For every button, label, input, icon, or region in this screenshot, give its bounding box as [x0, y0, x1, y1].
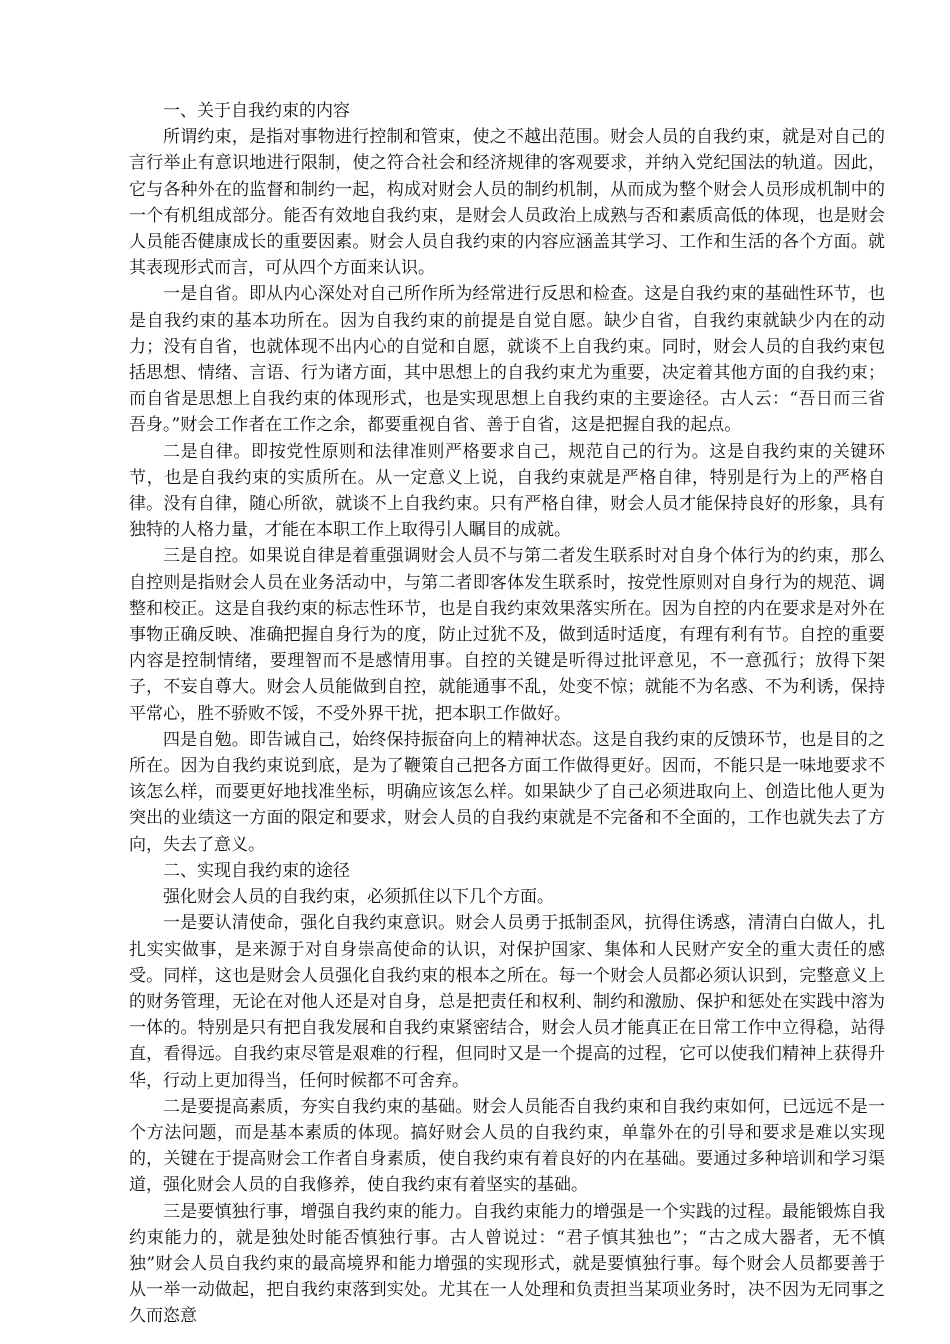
document-body	[129, 98, 885, 1330]
paragraph: 一是自省。即从内心深处对自己所作所为经常进行反思和检查。这是自我约束的基础性环节，也是自我约束的基本功所在。因为自我约束的前提是自觉自愿。缺少自省，自我约束就缺少内在的动力；没有自省，也就体现不出内心的自觉和自愿，就谈不上自我约束。同时，财会人员的自我约束包括思想、情绪、言语、行为诸方面，其中思想上的自我约束尤为重要，决定着其他方面的自我约束；而自省是思想上自我约束的体现形式，也是实现思想上自我约束的主要途径。古人云：“吾日而三省吾身。”财会工作者在工作之余，都要重视自省、善于自省，这是把握自我的起点。	[129, 284, 885, 436]
paragraph: 三是自控。如果说自律是着重强调财会人员不与第二者发生联系时对自身个体行为的约束，那么自控则是指财会人员在业务活动中，与第二者即客体发生联系时，按党性原则对自身行为的规范、调整和校正。这是自我约束的标志性环节，也是自我约束效果落实所在。因为自控的内在要求是对外在事物正确反映、准确把握自身行为的度，防止过犹不及，做到适时适度，有理有利有节。自控的重要内容是控制情绪，要理智而不是感情用事。自控的关键是听得过批评意见，不一意孤行；放得下架子，不妄自尊大。财会人员能做到自控，就能通事不乱，处变不惊；就能不为名惑、不为利诱，保持平常心，胜不骄败不馁，不受外界干扰，把本职工作做好。	[129, 546, 885, 724]
paragraph: 二是自律。即按党性原则和法律准则严格要求自己，规范自己的行为。这是自我约束的关键环节，也是自我约束的实质所在。从一定意义上说，自我约束就是严格自律，特别是行为上的严格自律。没有自律，随心所欲，就谈不上自我约束。只有严格自律，财会人员才能保持良好的形象，具有独特的人格力量，才能在本职工作上取得引人瞩目的成就。	[129, 441, 885, 541]
paragraph: 一是要认清使命，强化自我约束意识。财会人员勇于抵制歪风，抗得住诱惑，清清白白做人，扎扎实实做事，是来源于对自身崇高使命的认识，对保护国家、集体和人民财产安全的重大责任的感受。同样，这也是财会人员强化自我约束的根本之所在。每一个财会人员都必须认识到，完整意义上的财务管理，无论在对他人还是对自身，总是把责任和权利、制约和激励、保护和惩处在实践中溶为一体的。特别是只有把自我发展和自我约束紧密结合，财会人员才能真正在日常工作中立得稳，站得直，看得远。自我约束尽管是艰难的行程，但同时又是一个提高的过程，它可以使我们精神上获得升华，行动上更加得当，任何时候都不可舍弃。	[129, 913, 885, 1091]
paragraph: 二是要提高素质，夯实自我约束的基础。财会人员能否自我约束和自我约束如何，已远远不是一个方法问题，而是基本素质的体现。搞好财会人员的自我约束，单靠外在的引导和要求是难以实现的，关键在于提高财会工作者自身素质，使自我约束有着良好的内在基础。要通过多种培训和学习渠道，强化财会人员的自我修养，使自我约束有着坚实的基础。	[129, 1096, 885, 1196]
paragraph: 四是自勉。即告诫自己，始终保持振奋向上的精神状态。这是自我约束的反馈环节，也是目的之所在。因为自我约束说到底，是为了鞭策自己把各方面工作做得更好。因而，不能只是一味地要求不该怎么样，而要更好地找准坐标，明确应该怎么样。如果缺少了自己必须进取向上、创造比他人更为突出的业绩这一方面的限定和要求，财会人员的自我约束就是不完备和不全面的，工作也就失去了方向，失去了意义。	[129, 729, 885, 855]
section-heading-1: 一、关于自我约束的内容	[163, 101, 350, 121]
paragraph: 所谓约束，是指对事物进行控制和管束，使之不越出范围。财会人员的自我约束，就是对自己的言行举止有意识地进行限制，使之符合社会和经济规律的客观要求，并纳入党纪国法的轨道。因此，它与各种外在的监督和制约一起，构成对财会人员的制约机制，从而成为整个财会人员形成机制中的一个有机组成部分。能否有效地自我约束，是财会人员政治上成熟与否和素质高低的体现，也是财会人员能否健康成长的重要因素。财会人员自我约束的内容应涵盖其学习、工作和生活的各个方面。就其表现形式而言，可从四个方面来认识。	[129, 127, 885, 279]
paragraph: 强化财会人员的自我约束，必须抓住以下几个方面。	[163, 887, 554, 908]
section-heading-2: 二、实现自我约束的途径	[163, 860, 350, 881]
paragraph: 三是要慎独行事，增强自我约束的能力。自我约束能力的增强是一个实践的过程。最能锻炼自我约束能力的，就是独处时能否慎独行事。古人曾说过：“君子慎其独也”；“古之成大器者，无不慎独”财会人员自我约束的最高境界和能力增强的实现形式，就是要慎独行事。每个财会人员都要善于从一举一动做起，把自我约束落到实处。尤其在一人处理和负责担当某项业务时，决不因为无同事之久而恣意	[129, 1201, 885, 1327]
